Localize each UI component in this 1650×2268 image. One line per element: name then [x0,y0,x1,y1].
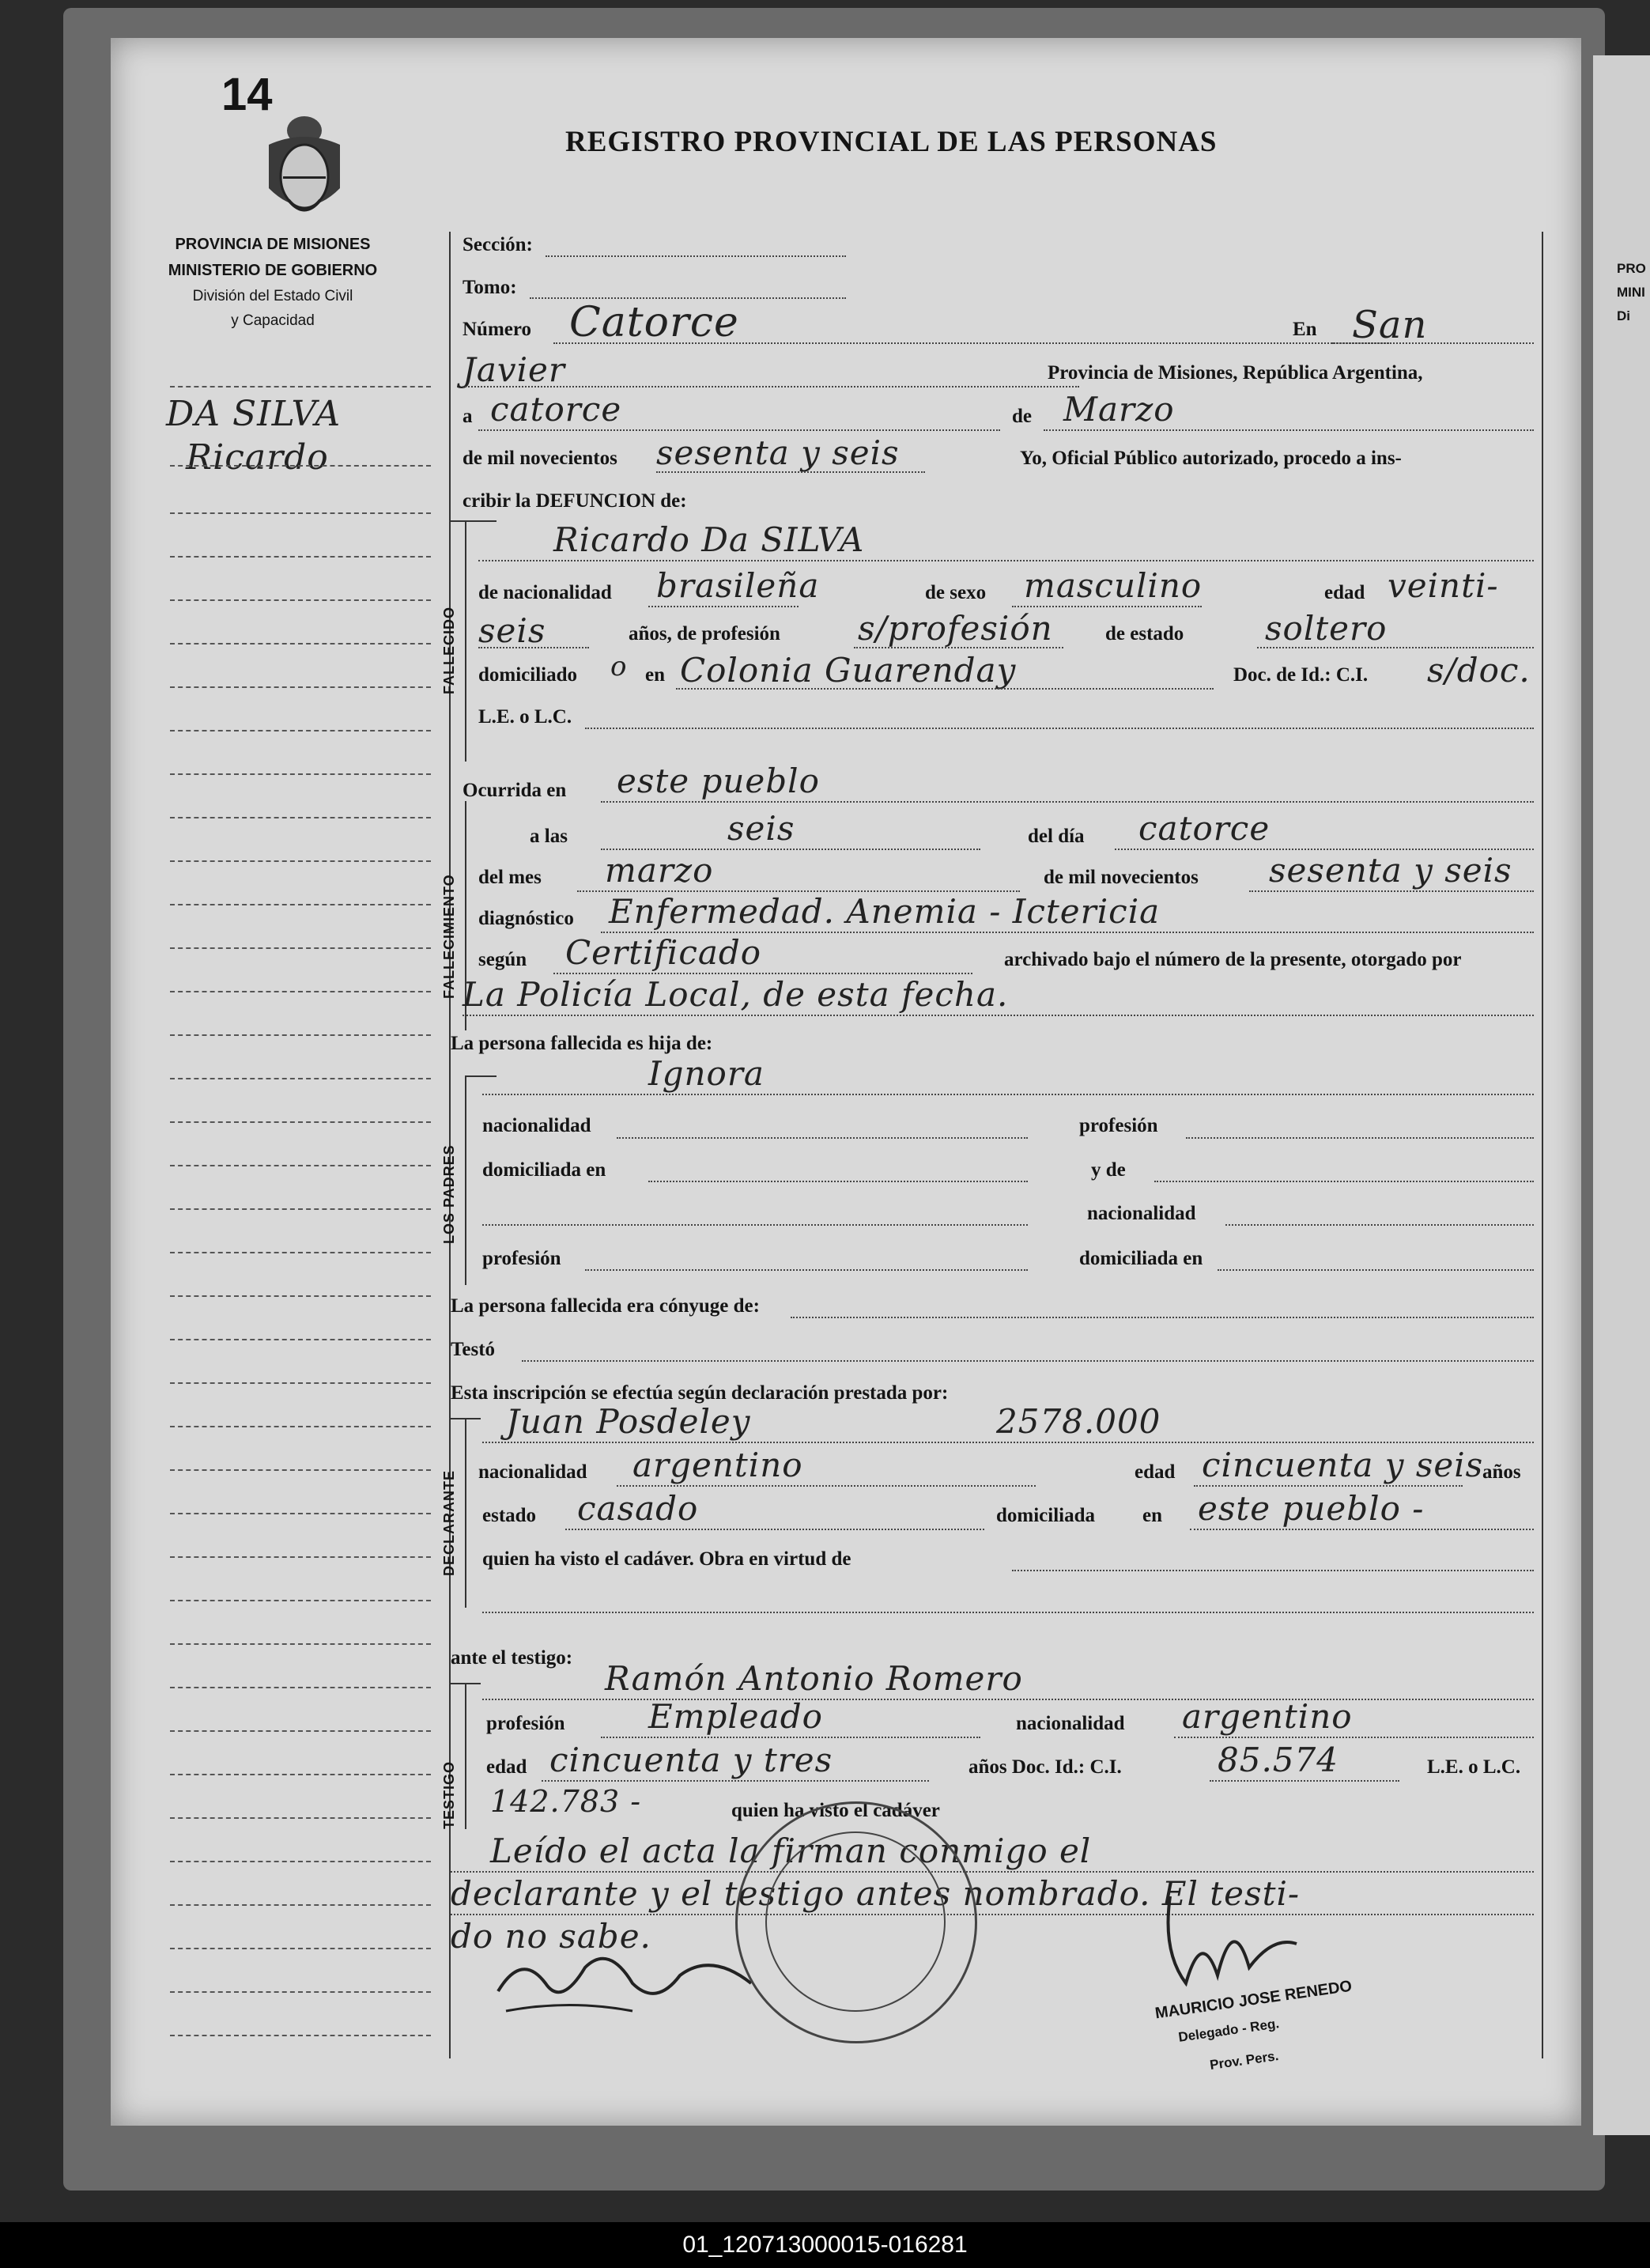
hora-value: seis [727,809,795,848]
edad-value: veinti- [1388,566,1499,605]
nacionalidad-label: de nacionalidad [478,582,612,603]
margin-surname: DA SILVA [166,394,342,434]
segun-label: según [478,949,527,970]
inscribir-text: cribir la DEFUNCION de: [463,490,687,512]
testo-label: Testó [451,1339,496,1360]
hija-label: La persona fallecida es hija de: [451,1033,713,1054]
estado-label: de estado [1105,623,1184,644]
declarante-section-label: DECLARANTE [441,1470,457,1576]
ocurrida-label: Ocurrida en [463,780,567,801]
domiciliado-en-label: en [645,664,665,686]
declarante-id: 2578.000 [996,1402,1161,1441]
doc-label: Doc. de Id.: C.I. [1233,664,1369,686]
padres-section-label: LOS PADRES [441,1144,457,1244]
sexo-label: de sexo [925,582,987,603]
declarante-estado-label: estado [482,1505,537,1526]
ocurrida-value: este pueblo [617,762,820,800]
archivado-text: archivado bajo el número de la presente, otorgado por [1004,949,1462,970]
domiciliado-label: domiciliado [478,664,578,686]
declarante-signature [474,1936,775,2031]
declarante-edad-label: edad [1135,1461,1176,1483]
en-value: San [1352,303,1428,347]
doc-value: s/doc. [1427,651,1531,690]
domicilio-value: Colonia Guarenday [680,651,1017,690]
closing-line: Leído el acta la firman conmigo el [490,1831,1092,1870]
padres-domiciliada-label: domiciliada en [482,1159,606,1181]
padre-value: Ignora [648,1054,765,1093]
testigo-profesion-label: profesión [486,1713,565,1734]
fallecido-section-label: FALLECIDO [441,607,457,694]
testigo-nacionalidad-value: argentino [1182,1697,1353,1736]
diagnostico-value: Enfermedad. Anemia - Ictericia [609,892,1161,931]
province-text: Provincia de Misiones, República Argentina, [1048,362,1423,384]
image-id-footer: 01_120713000015-016281 [0,2222,1650,2268]
edad-value-cont: seis [478,611,546,650]
declarante-estado-value: casado [577,1489,699,1528]
domiciliado-o: o [610,651,628,682]
nacionalidad-value: brasileña [656,566,820,605]
testigo-edad-value: cincuenta y tres [549,1741,833,1779]
conyuge-label: La persona fallecida era cónyuge de: [451,1295,760,1317]
testigo-anos-doc-label: años Doc. Id.: C.I. [968,1756,1122,1778]
anio-label: de mil novecientos [1044,867,1199,888]
agency-line: División del Estado Civil [192,288,353,304]
oficial-text: Yo, Oficial Público autorizado, procedo a ins- [1020,448,1402,469]
declarante-anos-label: años [1482,1461,1521,1483]
city-value: Javier [463,350,565,389]
sexo-value: masculino [1024,566,1203,605]
year-prefix: de mil novecientos [463,448,617,469]
official-seal [735,1801,977,2043]
estado-value: soltero [1265,609,1388,648]
edad-label: edad [1324,582,1365,603]
diagnostico-label: diagnóstico [478,908,574,929]
agency-line: MINISTERIO DE GOBIERNO [168,262,378,279]
testigo-ci-value: 85.574 [1218,1741,1339,1779]
le-lc-label: L.E. o L.C. [478,706,572,728]
adjacent-page-text: Di [1617,308,1630,323]
anio-value: sesenta y seis [1269,851,1512,890]
declarante-name: Juan Posdeley [506,1402,751,1441]
declarante-nacionalidad-value: argentino [632,1446,803,1484]
testigo-nacionalidad-label: nacionalidad [1016,1713,1125,1734]
de-label: de [1012,406,1032,427]
day-value: catorce [490,390,622,429]
adjacent-page-text: MINI [1617,285,1645,300]
padres-nacionalidad2-label: nacionalidad [1087,1203,1196,1224]
coat-of-arms-emblem [261,113,348,224]
inscripcion-text: Esta inscripción se efectúa según declaración prestada por: [451,1382,949,1404]
closing-line: do no sabe. [451,1917,651,1956]
padres-domiciliada2-label: domiciliada en [1079,1248,1203,1269]
register-page [111,38,1581,2126]
form-frame-line [1542,232,1543,2058]
mes-value: marzo [605,851,714,890]
mes-label: del mes [478,867,542,888]
page-title: REGISTRO PROVINCIAL DE LAS PERSONAS [565,126,1218,158]
a-label: a [463,406,473,427]
declarante-domiciliada-label: domiciliada [996,1505,1096,1526]
numero-label: Número [463,319,532,340]
dia-value: catorce [1138,809,1271,848]
fallecido-name: Ricardo Da SILVA [553,520,865,559]
padres-nacionalidad-label: nacionalidad [482,1115,591,1136]
adjacent-page [1593,55,1650,2135]
official-stamp-name: MAURICIO JOSE RENEDO [1153,1977,1354,2023]
padres-profesion2-label: profesión [482,1248,561,1269]
declarante-visto-text: quien ha visto el cadáver. Obra en virtud de [482,1548,851,1570]
declarante-nacionalidad-label: nacionalidad [478,1461,587,1483]
y-de-label: y de [1091,1159,1126,1181]
adjacent-page-text: PRO [1617,261,1646,276]
year-value: sesenta y seis [656,433,900,472]
padres-profesion-label: profesión [1079,1115,1158,1136]
segun-value: Certificado [565,933,762,972]
testigo-edad-label: edad [486,1756,527,1778]
ante-testigo-label: ante el testigo: [451,1647,573,1669]
tomo-label: Tomo: [463,277,517,298]
testigo-section-label: TESTIGO [441,1760,457,1829]
seccion-label: Sección: [463,234,533,255]
en-label: En [1293,319,1317,340]
month-value: Marzo [1063,390,1175,429]
anos-profesion-label: años, de profesión [629,623,780,644]
margin-given-name: Ricardo [186,437,329,478]
testigo-le-lc-label: L.E. o L.C. [1427,1756,1521,1778]
dia-label: del día [1028,826,1085,847]
page-number: 14 [221,69,273,120]
testigo-le-value: 142.783 - [490,1784,642,1819]
official-stamp-office: Prov. Pers. [1209,2048,1280,2073]
official-stamp-title: Delegado - Reg. [1177,2016,1281,2045]
numero-value: Catorce [569,299,739,346]
declarante-en-label: en [1142,1505,1162,1526]
agency-line: y Capacidad [231,312,315,329]
testigo-profesion-value: Empleado [648,1697,823,1736]
closing-line: declarante y el testigo antes nombrado. El testi- [451,1874,1301,1913]
a-las-label: a las [530,826,568,847]
testigo-name: Ramón Antonio Romero [605,1659,1023,1698]
fallecimiento-section-label: FALLECIMIENTO [441,874,457,999]
testigo-visto-text: quien ha visto el cadáver [731,1800,940,1821]
profesion-value: s/profesión [858,609,1053,648]
declarante-edad-value: cincuenta y seis [1202,1446,1484,1484]
otorgado-value: La Policía Local, de esta fecha. [463,975,1009,1014]
agency-line: PROVINCIA DE MISIONES [175,236,371,253]
declarante-domicilio-value: este pueblo - [1198,1489,1425,1528]
